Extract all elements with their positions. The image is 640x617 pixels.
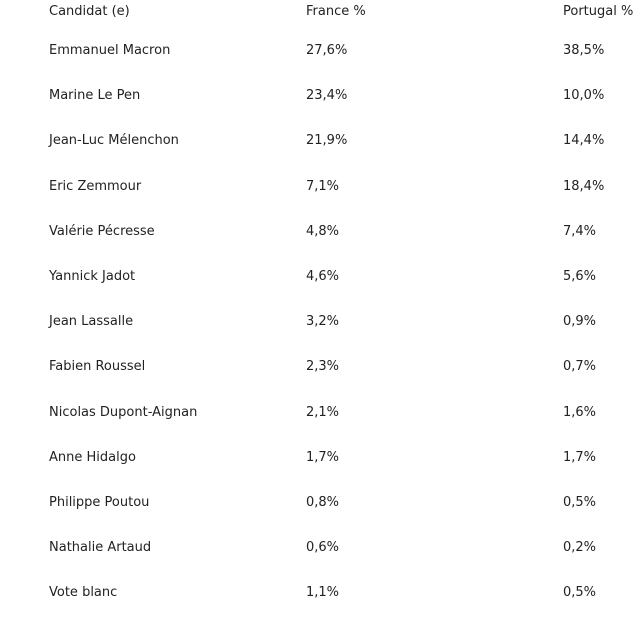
portugal-percent: 38,5% bbox=[563, 43, 605, 59]
header-candidate: Candidat (e) bbox=[49, 4, 130, 19]
table-row bbox=[0, 254, 640, 299]
france-percent: 23,4% bbox=[306, 88, 348, 104]
table-row bbox=[0, 118, 640, 163]
france-percent: 1,7% bbox=[306, 449, 340, 465]
candidate-name: Marine Le Pen bbox=[49, 88, 141, 104]
candidate-name: Emmanuel Macron bbox=[49, 43, 171, 59]
header-france: France % bbox=[306, 4, 366, 19]
table-row bbox=[0, 480, 640, 525]
portugal-percent: 7,4% bbox=[563, 223, 597, 239]
france-percent: 4,8% bbox=[306, 223, 340, 239]
candidate-name: Fabien Roussel bbox=[49, 359, 146, 375]
candidate-name: Nicolas Dupont-Aignan bbox=[49, 404, 198, 420]
france-percent: 1,1% bbox=[306, 585, 340, 601]
candidate-name: Valérie Pécresse bbox=[49, 223, 155, 239]
france-percent: 27,6% bbox=[306, 43, 348, 59]
table-body bbox=[0, 28, 640, 615]
table-row bbox=[0, 164, 640, 209]
portugal-percent: 14,4% bbox=[563, 133, 605, 149]
table-row bbox=[0, 344, 640, 389]
table-row bbox=[0, 209, 640, 254]
france-percent: 2,1% bbox=[306, 404, 340, 420]
france-percent: 0,8% bbox=[306, 494, 340, 510]
portugal-percent: 18,4% bbox=[563, 178, 605, 194]
header-portugal: Portugal % bbox=[563, 4, 634, 19]
france-percent: 3,2% bbox=[306, 314, 340, 330]
portugal-percent: 0,9% bbox=[563, 314, 597, 330]
portugal-percent: 5,6% bbox=[563, 269, 597, 285]
table-row bbox=[0, 299, 640, 344]
portugal-percent: 0,5% bbox=[563, 585, 597, 601]
candidate-name: Jean-Luc Mélenchon bbox=[49, 133, 179, 149]
table-row bbox=[0, 73, 640, 118]
candidate-name: Philippe Poutou bbox=[49, 494, 150, 510]
france-percent: 7,1% bbox=[306, 178, 340, 194]
portugal-percent: 0,2% bbox=[563, 540, 597, 556]
table-row bbox=[0, 435, 640, 480]
candidate-name: Jean Lassalle bbox=[49, 314, 134, 330]
portugal-percent: 10,0% bbox=[563, 88, 605, 104]
table-row bbox=[0, 525, 640, 570]
portugal-percent: 1,7% bbox=[563, 449, 597, 465]
france-percent: 21,9% bbox=[306, 133, 348, 149]
france-percent: 2,3% bbox=[306, 359, 340, 375]
candidate-name: Nathalie Artaud bbox=[49, 540, 152, 556]
table-row bbox=[0, 28, 640, 73]
candidate-name: Vote blanc bbox=[49, 585, 118, 601]
portugal-percent: 0,5% bbox=[563, 494, 597, 510]
candidate-name: Yannick Jadot bbox=[49, 269, 136, 285]
portugal-percent: 1,6% bbox=[563, 404, 597, 420]
france-percent: 0,6% bbox=[306, 540, 340, 556]
table-header-row bbox=[0, 0, 640, 28]
table-row bbox=[0, 570, 640, 615]
candidate-name: Eric Zemmour bbox=[49, 178, 142, 194]
candidate-name: Anne Hidalgo bbox=[49, 449, 136, 465]
table-row bbox=[0, 390, 640, 435]
portugal-percent: 0,7% bbox=[563, 359, 597, 375]
france-percent: 4,6% bbox=[306, 269, 340, 285]
